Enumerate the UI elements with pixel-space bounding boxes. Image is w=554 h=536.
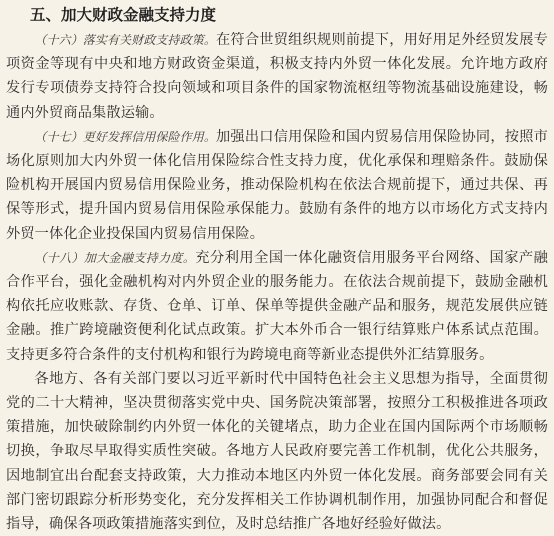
paragraph-17 xyxy=(6,125,548,246)
paragraph-16-body: 在符合世贸组织规则前提下，用好用足外经贸发展专项资金等现有中央和地方财政资金渠道，积极支持内外贸一体化发展。允许地方政府发行专项债券支持符合投向领域和项目条件的国家物流枢纽等物流基础设施建设，畅通内外贸商品集散运输。 xyxy=(6,32,548,121)
paragraph-16-lead: （十六）落实有关财政支持政策。 xyxy=(34,33,216,47)
paragraph-18-body: 充分利用全国一体化融资信用服务平台网络、国家产融合作平台，强化金融机构对内外贸企业的服务能力。在依法合规前提下，鼓励金融机构依托应收账款、存货、仓单、订单、保单等提供金融产品和服务，规范发展供应链金融。推广跨境融资便利化试点政策。扩大本外币合一银行结算账户体系试点范围。支持更多符合条件的支付机构和银行为跨境电商等新业态提供外汇结算服务。 xyxy=(6,249,548,363)
paragraph-17-body: 加强出口信用保险和国内贸易信用保险协同，按照市场化原则加大内外贸一体化信用保险综合性支持力度，优化承保和理赔条件。鼓励保险机构开展国内贸易信用保险业务，推动保险机构在依法合规前提下，通过共保、再保等形式，提升国内贸易信用保险承保能力。鼓励有条件的地方以市场化方式支持内外贸一体化企业投保国内贸易信用保险。 xyxy=(6,128,548,242)
paragraph-18 xyxy=(6,246,548,367)
paragraph-17-lead: （十七）更好发挥信用保险作用。 xyxy=(34,129,216,144)
paragraph-closing-body: 各地方、各有关部门要以习近平新时代中国特色社会主义思想为指导，全面贯彻党的二十大精神，坚决贯彻落实党中央、国务院决策部署，按照分工积极推进各项政策措施，加快破除制约内外贸一体化的关键堵点，助力企业在国内国际两个市场顺畅切换，争取尽早取得实质性突破。各地方人民政府要完善工作机制，优化公共服务，因地制宜出台配套支持政策，大力推动本地区内外贸一体化发展。商务部要会同有关部门密切跟踪分析形势变化，充分发挥相关工作协调机制作用，加强协同配合和督促指导，确保各项政策措施落实到位，及时总结推广各地好经验好做法。 xyxy=(6,370,548,533)
section-heading: 五、加大财政金融支持力度 xyxy=(30,6,217,24)
paragraph-16 xyxy=(6,28,548,125)
paragraph-closing xyxy=(6,367,548,536)
paragraph-18-lead: （十八）加大金融支持力度。 xyxy=(34,250,196,265)
